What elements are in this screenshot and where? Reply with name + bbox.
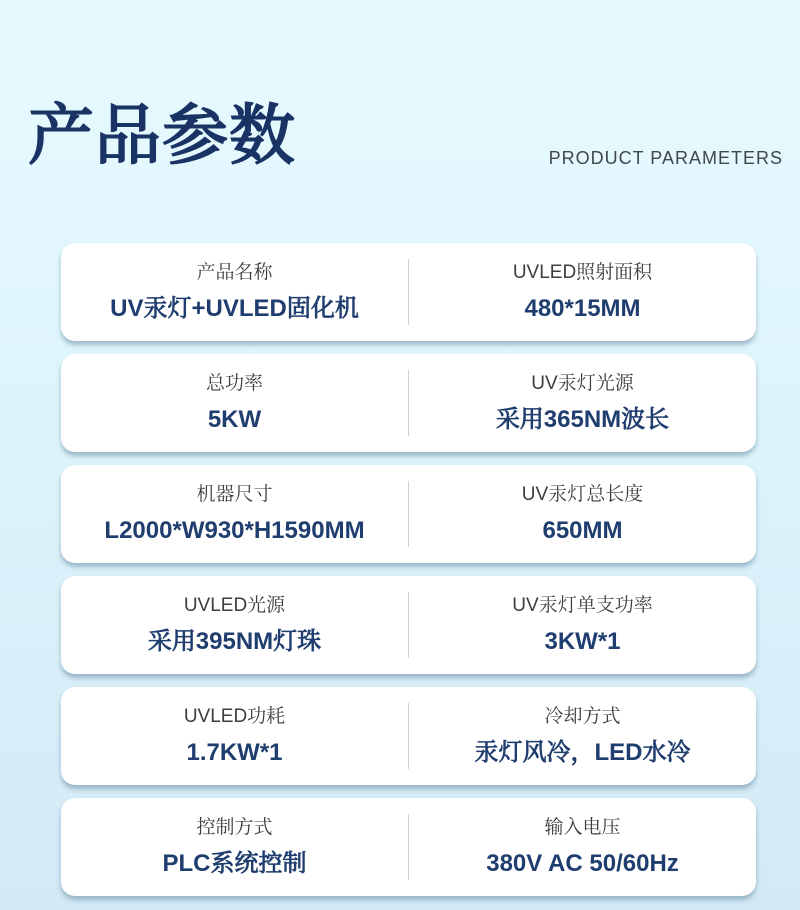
spec-row-machine-size: [61, 465, 756, 563]
spec-value: 5KW: [207, 405, 262, 433]
page-subtitle: PRODUCT PARAMETERS: [548, 148, 783, 168]
spec-row-uvled-consumption: [61, 687, 756, 785]
spec-row-uvled-source: [61, 576, 756, 674]
spec-label: 产品名称: [196, 261, 273, 283]
spec-value: 汞灯风冷，LED水冷: [474, 738, 691, 766]
spec-value: 1.7KW*1: [186, 738, 283, 766]
spec-row-total-power: [61, 354, 756, 452]
spec-cell: [409, 465, 756, 563]
page-title: 产品参数: [28, 98, 296, 172]
spec-label: 输入电压: [544, 816, 621, 838]
spec-value: 3KW*1: [544, 627, 621, 655]
spec-label: 总功率: [205, 372, 263, 394]
spec-cell: [61, 576, 408, 674]
spec-cell: [61, 798, 408, 896]
spec-value: 480*15MM: [524, 294, 641, 322]
spec-cell: [409, 243, 756, 341]
spec-label: UV汞灯单支功率: [512, 594, 653, 616]
spec-value: UV汞灯+UVLED固化机: [110, 294, 359, 322]
spec-value: L2000*W930*H1590MM: [104, 516, 365, 544]
page-header: [0, 0, 800, 243]
spec-value: PLC系统控制: [162, 849, 307, 877]
spec-label: UV汞灯光源: [531, 372, 634, 394]
spec-label: 控制方式: [196, 816, 273, 838]
spec-cell: [409, 354, 756, 452]
spec-cell: [61, 465, 408, 563]
spec-label: 机器尺寸: [196, 483, 273, 505]
spec-row-control-mode: [61, 798, 756, 896]
spec-value: 采用395NM灯珠: [147, 627, 322, 655]
spec-value: 650MM: [542, 516, 623, 544]
spec-label: UVLED光源: [183, 594, 286, 616]
spec-cell: [409, 798, 756, 896]
spec-value: 采用365NM波长: [495, 405, 670, 433]
spec-label: UVLED照射面积: [512, 261, 653, 283]
spec-label: 冷却方式: [544, 705, 621, 727]
spec-table: [61, 243, 756, 909]
spec-label: UV汞灯总长度: [521, 483, 644, 505]
spec-cell: [61, 243, 408, 341]
spec-label: UVLED功耗: [183, 705, 286, 727]
spec-row-product-name: [61, 243, 756, 341]
spec-cell: [61, 354, 408, 452]
spec-cell: [409, 576, 756, 674]
spec-cell: [61, 687, 408, 785]
spec-value: 380V AC 50/60Hz: [486, 849, 679, 877]
spec-cell: [409, 687, 756, 785]
